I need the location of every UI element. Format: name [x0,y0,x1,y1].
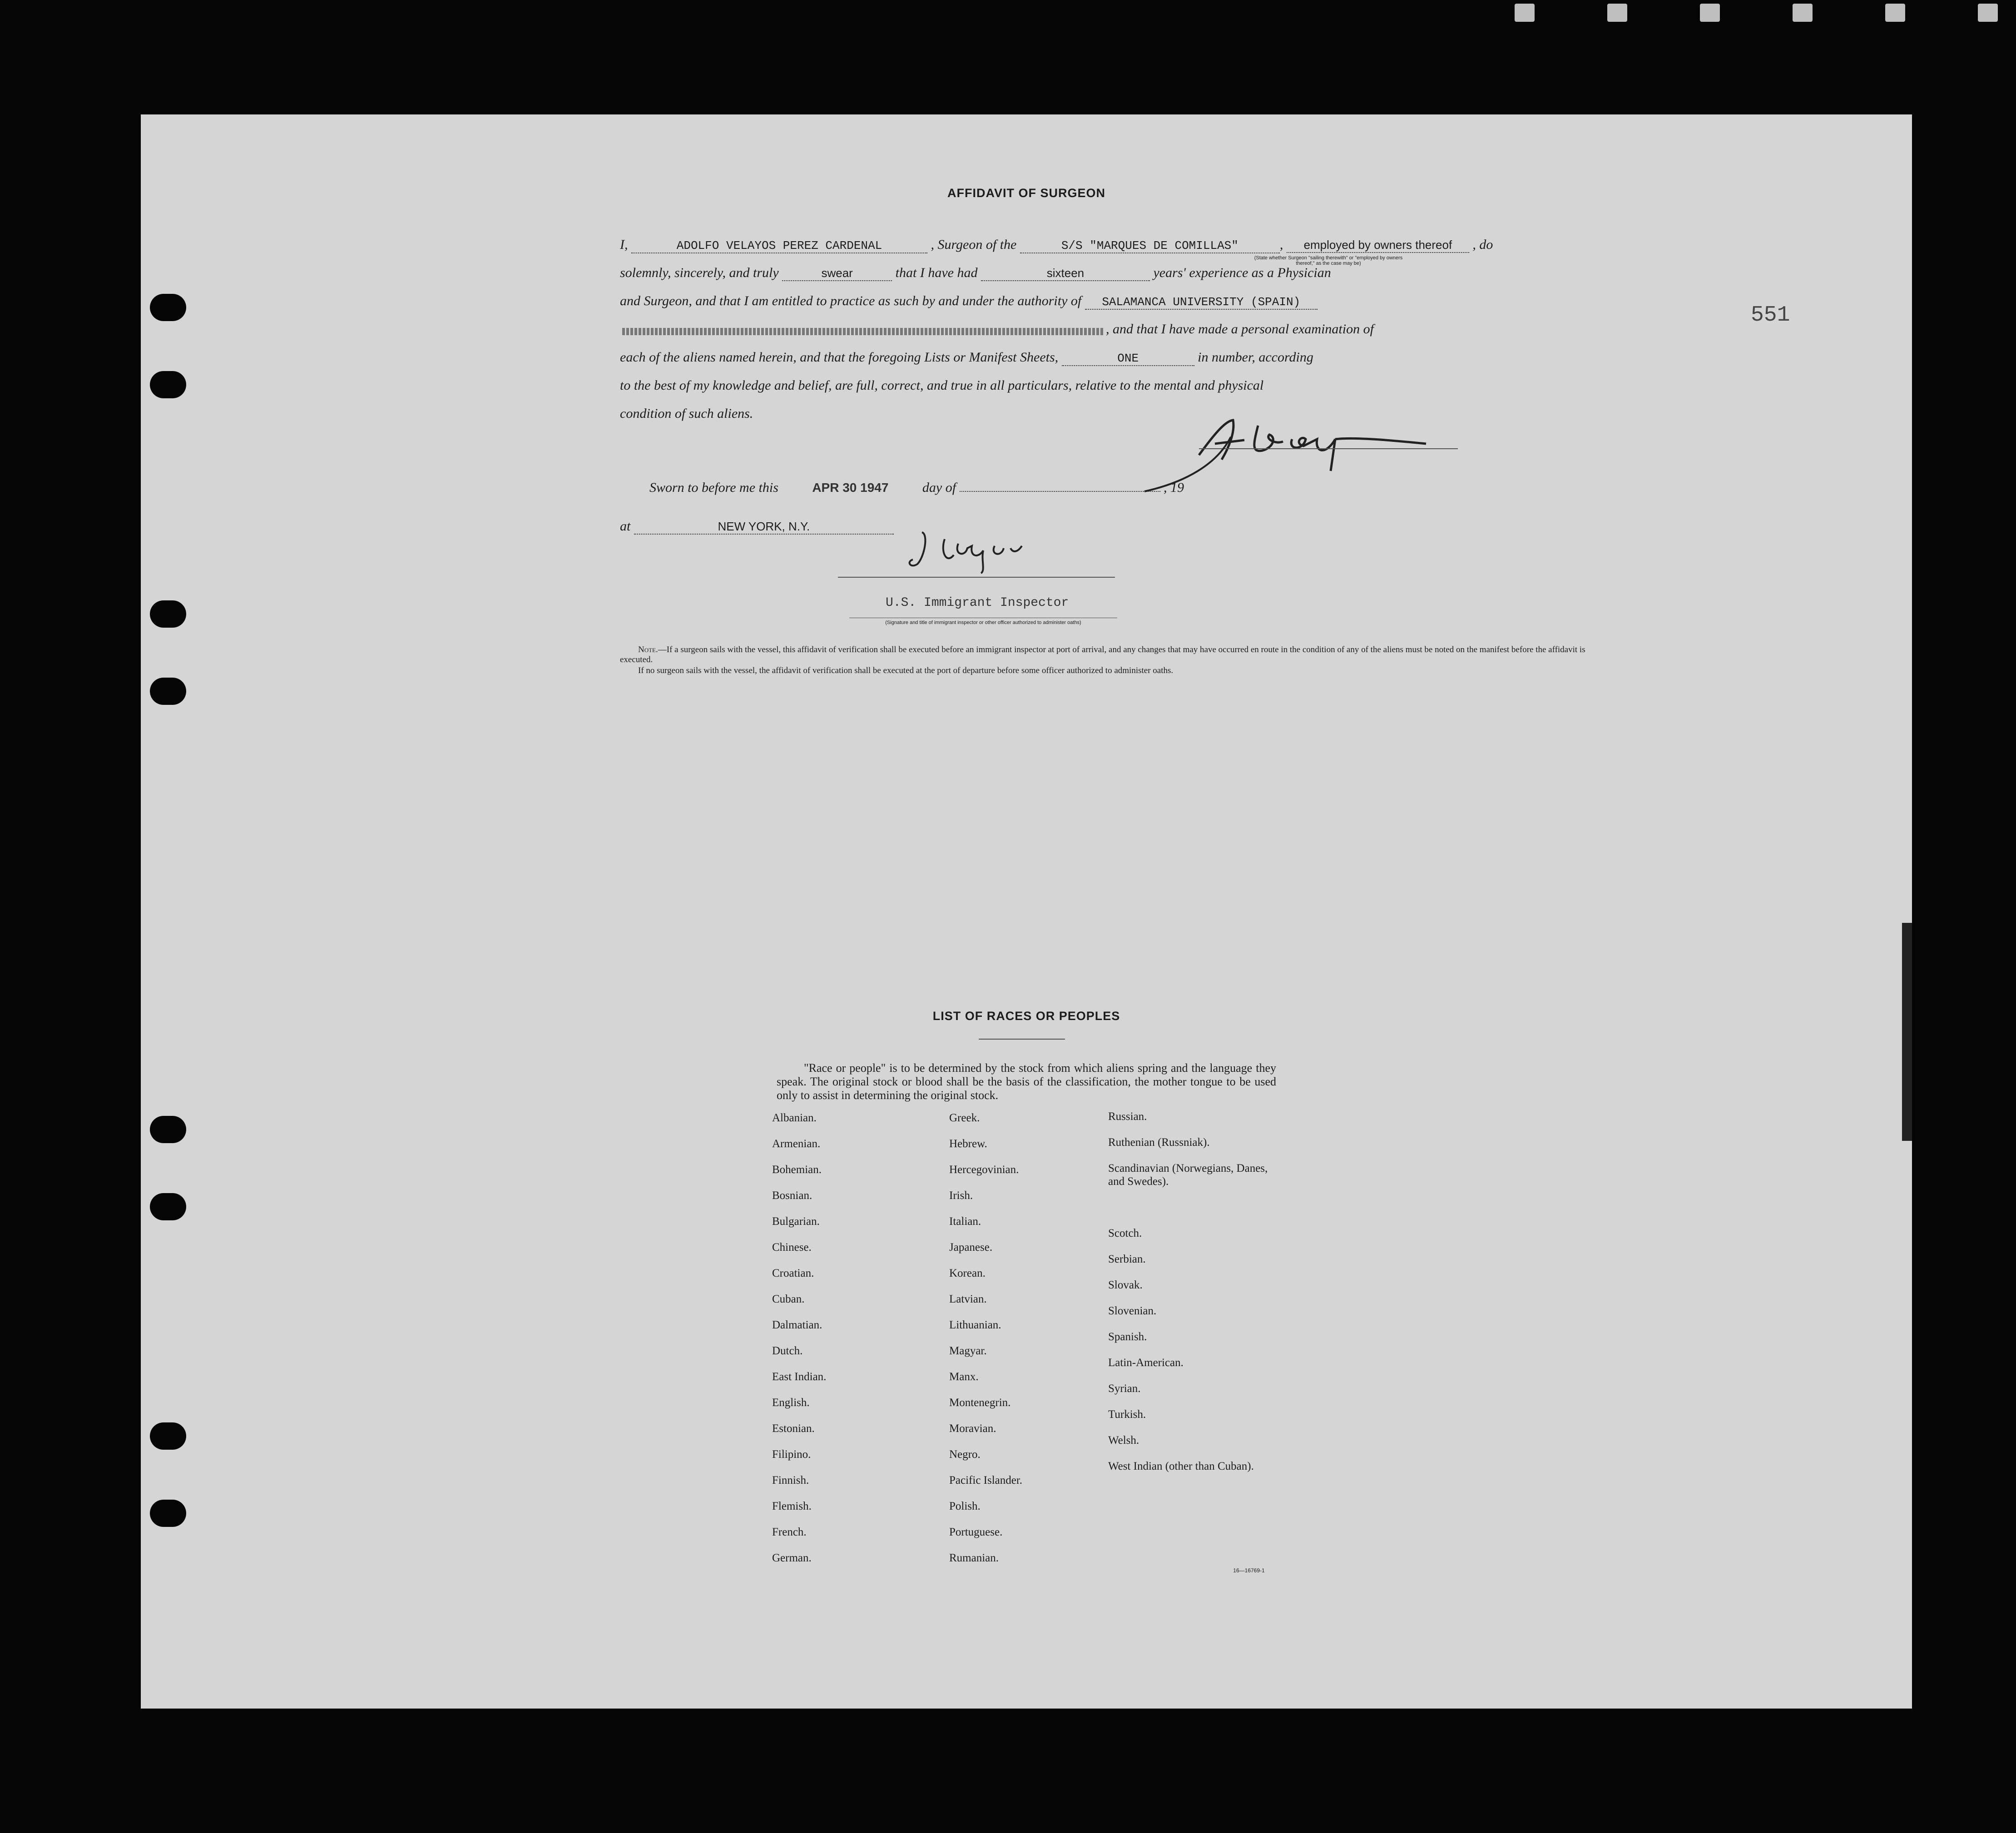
affidavit-heading: AFFIDAVIT OF SURGEON [947,186,1105,200]
race-item: Rumanian. [949,1552,999,1564]
race-item: Slovak. [1108,1279,1143,1291]
line5-suffix: in number, according [1198,350,1313,365]
race-item: Scotch. [1108,1227,1142,1239]
race-item: Bosnian. [772,1189,812,1202]
sworn-mid: day of [922,480,956,495]
race-item: Chinese. [772,1241,812,1253]
affidavit-line-7: condition of such aliens. [620,406,753,421]
sheet-count-field: ONE [1062,352,1194,366]
race-item: Polish. [949,1500,981,1512]
punch-hole [150,1500,186,1527]
race-item: Croatian. [772,1267,814,1279]
employment-field: employed by owners thereof [1287,238,1469,253]
line3-prefix: and Surgeon, and that I am entitled to practice as such by and under the authority of [620,293,1082,308]
inspector-title: U.S. Immigrant Inspector [886,596,1069,610]
race-item: Ruthenian (Russniak). [1108,1136,1210,1149]
sworn-date-stamp: APR 30 1947 [812,481,889,495]
employment-note: (State whether Surgeon "sailing therewith" or "employed by owners thereof," as the case may be) [1254,255,1403,266]
race-item: Filipino. [772,1448,811,1461]
race-item: Turkish. [1108,1408,1146,1421]
race-item: Albanian. [772,1112,817,1124]
film-mark [1978,4,1998,22]
affidavit-line-6: to the best of my knowledge and belief, are full, correct, and true in all particulars, relative to the mental and physical [620,378,1264,393]
race-item: Hercegovinian. [949,1164,1019,1176]
oath-field: swear [782,266,892,281]
race-item: Estonian. [772,1422,815,1435]
race-item: Serbian. [1108,1253,1146,1265]
surgeon-name-field: ADOLFO VELAYOS PEREZ CARDENAL [631,239,927,253]
punch-hole [150,678,186,705]
form-number: 16—16769-1 [1233,1567,1265,1574]
race-item: Spanish. [1108,1331,1147,1343]
punch-hole [150,1116,186,1143]
line1-prefix: I, [620,237,628,252]
vessel-field: S/S "MARQUES DE COMILLAS" [1020,239,1280,253]
at-line [620,519,894,535]
affidavit-note-1: Note.—If a surgeon sails with the vessel, this affidavit of verification shall be executed before an immigrant inspector at port of arrival, and any changes that may have occurred en route in the condition of any of the aliens must be noted on the manifest before the affidavit is executed. [620,645,1585,664]
race-item: Pacific Islander. [949,1474,1023,1486]
inspector-signature [904,525,1040,575]
race-item: Bohemian. [772,1164,822,1176]
sworn-line [649,480,1184,495]
line2-mid: that I have had [895,265,978,280]
race-item: Greek. [949,1112,980,1124]
race-item: Scandinavian (Norwegians, Danes, and Swedes). [1108,1162,1268,1188]
race-item: German. [772,1552,812,1564]
struck-through-line [622,328,1104,335]
race-item: Latin-American. [1108,1357,1184,1369]
race-item: Cuban. [772,1293,805,1305]
race-item: Korean. [949,1267,986,1279]
race-item: Syrian. [1108,1382,1141,1395]
race-item: Japanese. [949,1241,993,1253]
race-item: Latvian. [949,1293,987,1305]
affidavit-line-4: , and that I have made a personal examination of [1106,322,1374,337]
signature-flourish [1140,432,1244,496]
races-column-2 [949,1111,1099,1577]
at-label: at [620,519,631,534]
sworn-year: , 19 [1164,480,1184,495]
affidavit-note-2: If no surgeon sails with the vessel, the affidavit of verification shall be executed at the port of departure before some officer authorized to administer oaths. [638,666,1174,675]
race-item: Irish. [949,1189,973,1202]
race-item: Finnish. [772,1474,809,1486]
line1-suffix: , do [1472,237,1493,252]
race-item: English. [772,1397,810,1409]
punch-hole [150,600,186,628]
page-edge-tab [1902,923,1912,1141]
races-intro: "Race or people" is to be determined by the stock from which aliens spring and the language they speak. The original stock or blood shall be the basis of the classification, the mother tongue to be used only to assist in determining the original stock. [777,1061,1276,1102]
affidavit-line-5 [620,350,1313,366]
race-item: Dalmatian. [772,1319,822,1331]
line5-prefix: each of the aliens named herein, and that the foregoing Lists or Manifest Sheets, [620,350,1059,365]
race-item: Montenegrin. [949,1397,1011,1409]
race-item: Armenian. [772,1138,821,1150]
affidavit-line-2 [620,265,1331,281]
race-item: East Indian. [772,1371,827,1383]
races-heading-rule [979,1039,1065,1040]
race-item: Lithuanian. [949,1319,1001,1331]
races-column-3 [1108,1110,1272,1486]
race-item: Italian. [949,1215,981,1228]
affidavit-line-1: I, ADOLFO VELAYOS PEREZ CARDENAL , Surgeon of the S/S "MARQUES DE COMILLAS" , employed by owners thereof , do [620,237,1493,253]
film-frame-marks [1515,4,1998,35]
race-item: Portuguese. [949,1526,1003,1538]
sworn-month-field [960,491,1160,492]
film-mark [1607,4,1627,22]
race-item: Welsh. [1108,1434,1139,1447]
film-mark [1700,4,1720,22]
punch-hole [150,1193,186,1220]
race-item: Slovenian. [1108,1305,1157,1317]
film-mark [1515,4,1535,22]
race-item: Flemish. [772,1500,812,1512]
punch-hole [150,294,186,321]
punch-hole [150,1422,186,1450]
authority-field: SALAMANCA UNIVERSITY (SPAIN) [1085,295,1318,310]
sworn-prefix: Sworn to before me this [649,480,778,495]
race-item: Dutch. [772,1345,803,1357]
page-number: 551 [1751,303,1790,327]
inspector-note: (Signature and title of immigrant inspector or other officer authorized to administer oaths) [885,620,1081,625]
inspector-signature-line [838,577,1115,578]
race-item: Negro. [949,1448,981,1461]
punch-hole [150,371,186,398]
race-item: Russian. [1108,1110,1147,1123]
race-item: Bulgarian. [772,1215,820,1228]
race-item: Moravian. [949,1422,996,1435]
film-mark [1885,4,1905,22]
line2-suffix: years' experience as a Physician [1153,265,1331,280]
line2-prefix: solemnly, sincerely, and truly [620,265,779,280]
years-field: sixteen [981,266,1150,281]
location-field: NEW YORK, N.Y. [634,520,894,535]
race-item: French. [772,1526,807,1538]
line1-mid: , Surgeon of the [931,237,1017,252]
race-item: Hebrew. [949,1138,987,1150]
race-item: Magyar. [949,1345,987,1357]
affidavit-line-3 [620,293,1318,310]
races-heading: LIST OF RACES OR PEOPLES [932,1009,1120,1023]
races-column-1 [772,1111,931,1577]
document-page [141,114,1912,1709]
film-mark [1793,4,1813,22]
race-item: Manx. [949,1371,979,1383]
race-item: West Indian (other than Cuban). [1108,1460,1254,1472]
